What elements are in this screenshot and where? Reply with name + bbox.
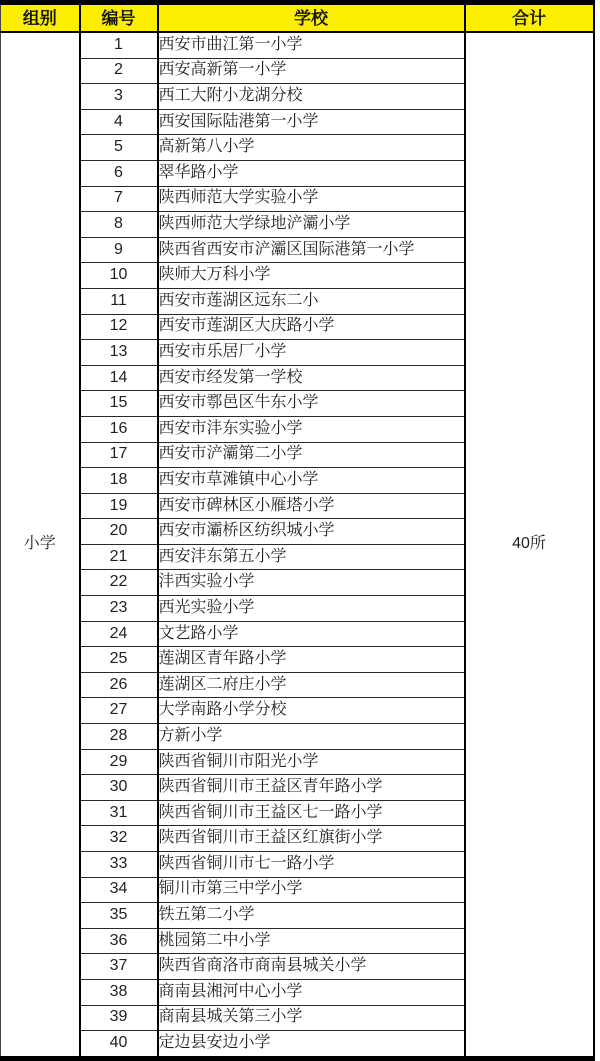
row-number-cell: 13 [80,340,158,366]
row-number-cell: 26 [80,672,158,698]
school-name-cell: 西安市草滩镇中心小学 [158,468,465,494]
row-number-cell: 9 [80,237,158,263]
row-number-cell: 19 [80,493,158,519]
header-row [1,3,594,33]
school-name-cell: 西安市鄠邑区牛东小学 [158,391,465,417]
school-name-cell: 大学南路小学分校 [158,698,465,724]
row-number-cell: 24 [80,621,158,647]
row-number-cell: 30 [80,775,158,801]
school-name-cell: 陕师大万科小学 [158,263,465,289]
school-name-cell: 翠华路小学 [158,160,465,186]
school-name-cell: 铜川市第三中学小学 [158,877,465,903]
school-name-cell: 陕西省铜川市王益区青年路小学 [158,775,465,801]
school-name-cell: 西安市灞桥区纺织城小学 [158,519,465,545]
row-number-cell: 5 [80,135,158,161]
school-name-cell: 商南县湘河中心小学 [158,979,465,1005]
row-number-cell: 8 [80,212,158,238]
row-number-cell: 28 [80,724,158,750]
row-number-cell: 18 [80,468,158,494]
school-name-cell: 西安沣东第五小学 [158,544,465,570]
row-number-cell: 16 [80,416,158,442]
school-name-cell: 陕西省铜川市王益区红旗街小学 [158,826,465,852]
row-number-cell: 36 [80,928,158,954]
school-name-cell: 西光实验小学 [158,596,465,622]
school-name-cell: 西安市碑林区小雁塔小学 [158,493,465,519]
school-name-cell: 西安市莲湖区远东二小 [158,288,465,314]
school-name-cell: 定边县安边小学 [158,1031,465,1059]
row-number-cell: 15 [80,391,158,417]
school-name-cell: 高新第八小学 [158,135,465,161]
row-number-cell: 31 [80,800,158,826]
total-merged-cell: 40所 [465,32,594,1058]
row-number-cell: 6 [80,160,158,186]
school-name-cell: 方新小学 [158,724,465,750]
school-name-cell: 沣西实验小学 [158,570,465,596]
row-number-cell: 27 [80,698,158,724]
school-name-cell: 桃园第二中小学 [158,928,465,954]
school-name-cell: 莲湖区青年路小学 [158,647,465,673]
row-number-cell: 38 [80,979,158,1005]
table-body [1,32,594,1058]
row-number-cell: 22 [80,570,158,596]
school-name-cell: 西安市浐灞第二小学 [158,442,465,468]
row-number-cell: 2 [80,58,158,84]
school-name-cell: 西安市沣东实验小学 [158,416,465,442]
school-name-cell: 陕西师范大学实验小学 [158,186,465,212]
row-number-cell: 34 [80,877,158,903]
school-name-cell: 陕西省商洛市商南县城关小学 [158,954,465,980]
row-number-cell: 33 [80,852,158,878]
row-number-cell: 10 [80,263,158,289]
school-name-cell: 西安市莲湖区大庆路小学 [158,314,465,340]
row-number-cell: 7 [80,186,158,212]
table-row [1,32,594,58]
column-header-school: 学校 [158,3,465,33]
school-name-cell: 陕西省西安市浐灞区国际港第一小学 [158,237,465,263]
row-number-cell: 39 [80,1005,158,1031]
school-name-cell: 莲湖区二府庄小学 [158,672,465,698]
school-name-cell: 铁五第二小学 [158,903,465,929]
row-number-cell: 25 [80,647,158,673]
column-header-number: 编号 [80,3,158,33]
row-number-cell: 20 [80,519,158,545]
row-number-cell: 21 [80,544,158,570]
row-number-cell: 11 [80,288,158,314]
row-number-cell: 23 [80,596,158,622]
school-name-cell: 陕西师范大学绿地浐灞小学 [158,212,465,238]
school-name-cell: 西工大附小龙湖分校 [158,84,465,110]
row-number-cell: 3 [80,84,158,110]
school-name-cell: 商南县城关第三小学 [158,1005,465,1031]
school-name-cell: 西安高新第一小学 [158,58,465,84]
row-number-cell: 12 [80,314,158,340]
school-name-cell: 西安市曲江第一小学 [158,32,465,58]
row-number-cell: 29 [80,749,158,775]
school-name-cell: 西安市乐居厂小学 [158,340,465,366]
row-number-cell: 35 [80,903,158,929]
school-name-cell: 西安市经发第一学校 [158,365,465,391]
school-name-cell: 文艺路小学 [158,621,465,647]
school-name-cell: 陕西省铜川市七一路小学 [158,852,465,878]
school-name-cell: 陕西省铜川市王益区七一路小学 [158,800,465,826]
row-number-cell: 37 [80,954,158,980]
school-name-cell: 陕西省铜川市阳光小学 [158,749,465,775]
row-number-cell: 1 [80,32,158,58]
column-header-group: 组别 [1,3,80,33]
row-number-cell: 32 [80,826,158,852]
group-merged-cell: 小学 [1,32,80,1058]
row-number-cell: 4 [80,109,158,135]
school-name-cell: 西安国际陆港第一小学 [158,109,465,135]
row-number-cell: 40 [80,1031,158,1059]
row-number-cell: 17 [80,442,158,468]
column-header-total: 合计 [465,3,594,33]
row-number-cell: 14 [80,365,158,391]
